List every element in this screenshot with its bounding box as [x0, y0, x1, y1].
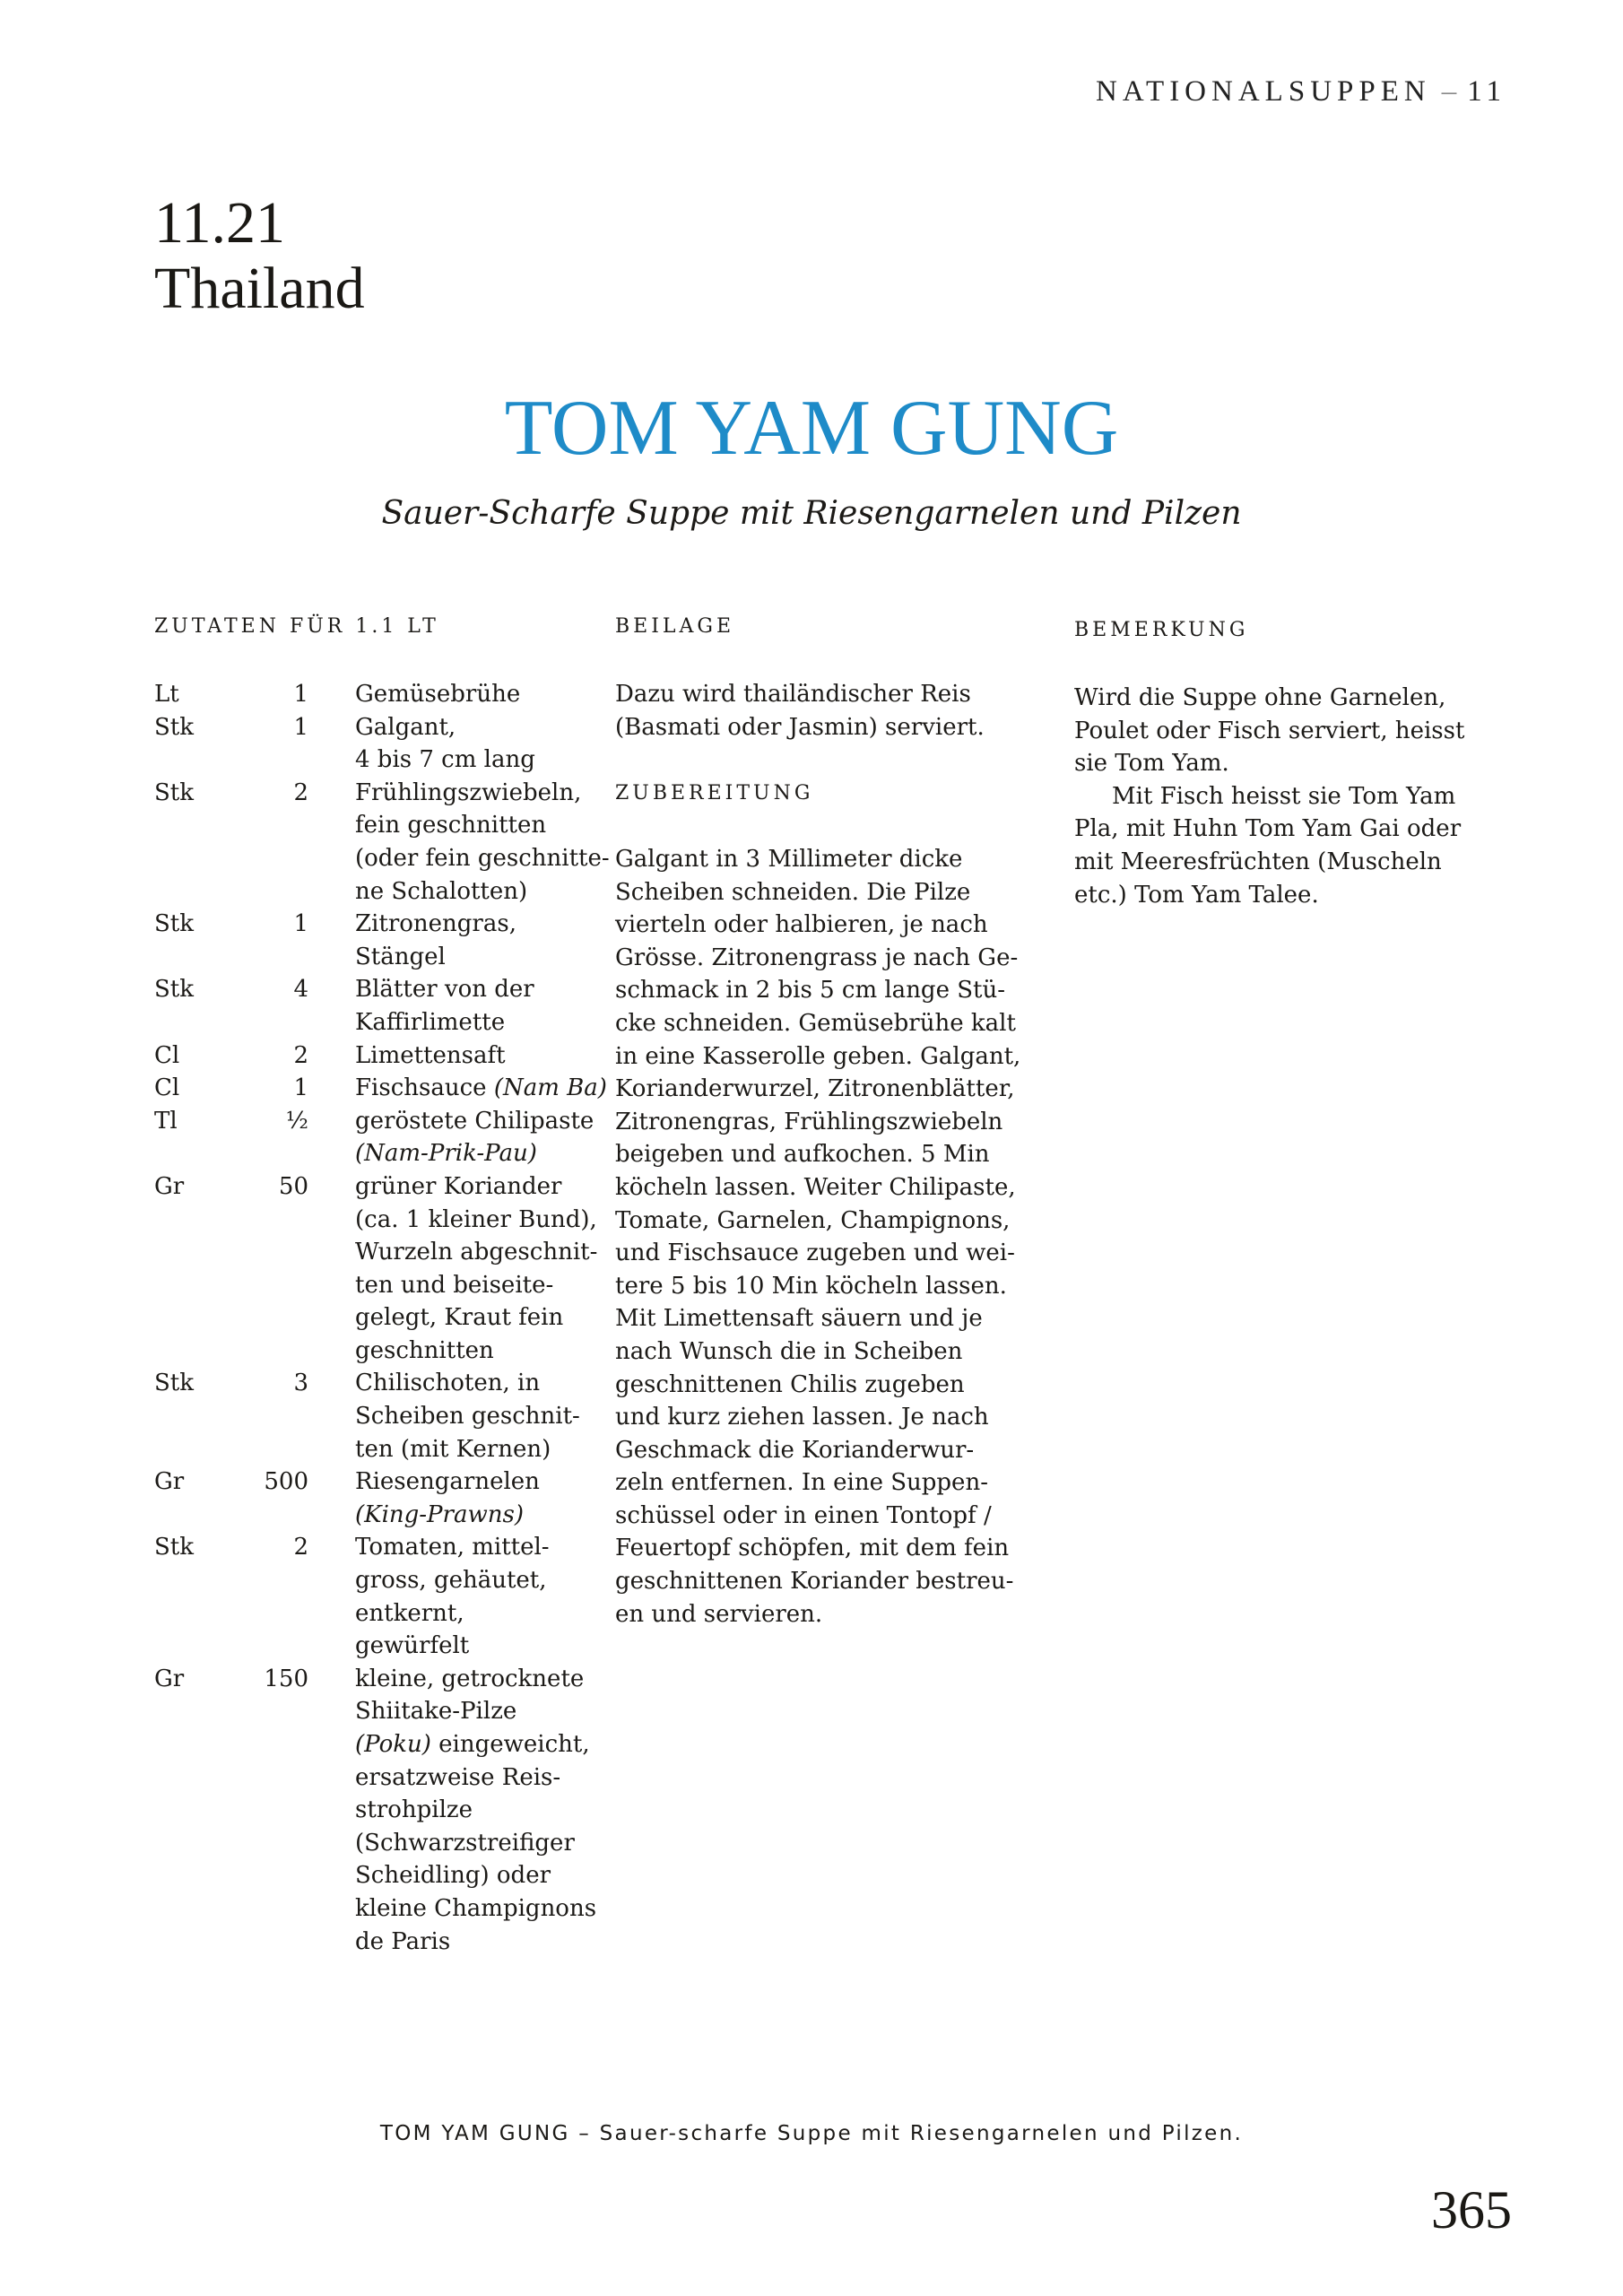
ingredient-line: strohpilze [355, 1796, 473, 1824]
bemerkung-line: Wird die Suppe ohne Garnelen, [1074, 684, 1446, 711]
ingredient-line: (Schwarzstreifiger [355, 1829, 575, 1857]
ingredient-unit: Stk [154, 1370, 195, 1397]
page-number: 365 [1431, 2180, 1512, 2239]
zubereitung-line: beigeben und aufkochen. 5 Min [615, 1141, 990, 1169]
ingredient-line: Gemüsebrühe [355, 681, 521, 708]
zubereitung-line: nach Wunsch die in Scheiben [615, 1337, 963, 1365]
ingredient-unit: Cl [154, 1041, 180, 1069]
ingredient-quantity: 3 [293, 1370, 308, 1397]
ingredient-description [355, 678, 597, 711]
ingredient-quantity: 2 [293, 1041, 308, 1069]
bemerkung-line: Poulet oder Fisch serviert, heisst [1074, 717, 1465, 744]
ingredient-line: gelegt, Kraut fein [355, 1304, 564, 1332]
zubereitung-line: Korianderwurzel, Zitronenblätter, [615, 1075, 1015, 1103]
ingredient-line: Scheidling) oder [355, 1862, 551, 1890]
bemerkung-line: Mit Fisch heisst sie Tom Yam [1112, 782, 1456, 810]
ingredient-row [154, 1072, 607, 1105]
zubereitung-line: cke schneiden. Gemüsebrühe kalt [615, 1009, 1016, 1037]
ingredient-line: ten und beiseite- [355, 1271, 554, 1299]
ingredient-unit: Stk [154, 1534, 195, 1561]
bemerkung-line: Pla, mit Huhn Tom Yam Gai oder [1074, 815, 1462, 843]
ingredient-row [154, 1367, 580, 1465]
ingredient-line: Shiitake-Pilze [355, 1698, 517, 1726]
beilage-heading: BEILAGE [615, 615, 735, 638]
beilage-line: Dazu wird thailändischer Reis [615, 681, 971, 708]
beilage-line: (Basmati oder Jasmin) serviert. [615, 713, 985, 741]
ingredient-quantity: 500 [264, 1468, 308, 1496]
bemerkung-text [1074, 682, 1496, 911]
ingredient-line: geschnitten [355, 1336, 494, 1364]
ingredient-row [154, 1170, 598, 1368]
ingredient-unit: Tl [154, 1107, 178, 1135]
bemerkung-line: etc.) Tom Yam Talee. [1074, 881, 1319, 909]
ingredient-quantity: 1 [293, 713, 308, 741]
ingredient-line: ersatzweise Reis- [355, 1763, 561, 1791]
ingredient-quantity: 2 [293, 1534, 308, 1561]
recipe-title: TOM YAM GUNG [504, 385, 1119, 472]
zubereitung-line: und Fischsauce zugeben und wei- [615, 1239, 1015, 1267]
zubereitung-line: geschnittenen Chilis zugeben [615, 1370, 965, 1398]
ingredient-line: gross, gehäutet, [355, 1567, 547, 1595]
beilage-text [615, 678, 1046, 744]
ingredient-line: grüner Koriander [355, 1172, 562, 1200]
running-head [1096, 75, 1506, 109]
ingredient-line: de Paris [355, 1927, 451, 1955]
ingredient-line: Fischsauce (Nam Ba) [355, 1074, 607, 1102]
ingredient-row [154, 1039, 576, 1073]
ingredient-line: Galgant, [355, 713, 456, 741]
ingredient-unit: Stk [154, 976, 195, 1004]
ingredient-description [355, 1663, 597, 1958]
running-head-separator: – [1441, 75, 1457, 108]
recipe-subtitle: Sauer-Scharfe Suppe mit Riesengarnelen und Pilzen [381, 495, 1242, 532]
zubereitung-heading: ZUBEREITUNG [615, 782, 814, 804]
zubereitung-line: en und servieren. [615, 1600, 823, 1628]
ingredient-line: Limettensaft [355, 1041, 506, 1069]
ingredient-line: ne Schalotten) [355, 877, 528, 905]
zubereitung-line: köcheln lassen. Weiter Chilipaste, [615, 1173, 1016, 1201]
ingredient-line: (King-Prawns) [355, 1500, 524, 1528]
ingredient-quantity: ½ [285, 1107, 308, 1135]
ingredient-unit: Gr [154, 1468, 185, 1496]
zubereitung-line: Feuertopf schöpfen, mit dem fein [615, 1535, 1010, 1562]
ingredient-line: Scheiben geschnit- [355, 1403, 580, 1431]
ingredient-row [154, 1465, 576, 1531]
zubereitung-line: Grösse. Zitronengrass je nach Ge- [615, 944, 1019, 971]
ingredient-line: Blätter von der [355, 976, 534, 1004]
ingredient-description [355, 711, 597, 777]
ingredient-line: ten (mit Kernen) [355, 1435, 551, 1463]
ingredient-line: kleine, getrocknete [355, 1665, 585, 1692]
ingredient-unit: Stk [154, 713, 195, 741]
ingredient-row [154, 777, 610, 908]
ingredient-unit: Lt [154, 681, 179, 708]
zubereitung-line: Zitronengras, Frühlingszwiebeln [615, 1108, 1003, 1135]
ingredient-description [355, 1170, 597, 1368]
ingredient-description [355, 1039, 597, 1073]
zubereitung-line: und kurz ziehen lassen. Je nach [615, 1404, 989, 1431]
ingredient-unit: Stk [154, 778, 195, 806]
ingredient-row [154, 1663, 597, 1958]
ingredient-description [355, 1465, 597, 1531]
ingredient-line: (Poku) eingeweicht, [355, 1731, 590, 1758]
photo-caption: TOM YAM GUNG – Sauer-scharfe Suppe mit Riesengarnelen und Pilzen. [379, 2122, 1244, 2145]
ingredient-row [154, 1105, 595, 1170]
zubereitung-line: Scheiben schneiden. Die Pilze [615, 878, 971, 906]
zubereitung-line: vierteln oder halbieren, je nach [615, 911, 988, 939]
ingredient-line: geröstete Chilipaste [355, 1107, 595, 1135]
ingredient-row [154, 711, 576, 777]
ingredient-row [154, 678, 576, 711]
ingredient-quantity: 150 [264, 1665, 308, 1692]
zubereitung-line: tere 5 bis 10 Min köcheln lassen. [615, 1272, 1007, 1300]
ingredient-line: Tomaten, mittel- [355, 1534, 550, 1561]
running-head-title: NATIONALSUPPEN [1096, 75, 1431, 108]
ingredient-line: Riesengarnelen [355, 1468, 540, 1496]
ingredient-line: Chilischoten, in [355, 1370, 541, 1397]
ingredient-line: 4 bis 7 cm lang [355, 746, 535, 774]
ingredient-quantity: 1 [293, 910, 308, 938]
ingredient-description [355, 908, 597, 973]
ingredient-line: gewürfelt [355, 1632, 470, 1660]
zubereitung-line: schüssel oder in einen Tontopf / [615, 1501, 992, 1529]
ingredient-quantity: 1 [293, 681, 308, 708]
zubereitung-line: Mit Limettensaft säuern und je [615, 1305, 983, 1333]
zubereitung-line: schmack in 2 bis 5 cm lange Stü- [615, 977, 1006, 1004]
ingredient-line: kleine Champignons [355, 1894, 597, 1922]
ingredient-unit: Stk [154, 910, 195, 938]
ingredient-description [355, 1367, 597, 1465]
zubereitung-line: geschnittenen Koriander bestreu- [615, 1568, 1014, 1596]
bemerkung-line: sie Tom Yam. [1074, 750, 1229, 778]
zubereitung-line: Geschmack die Korianderwur- [615, 1436, 975, 1464]
ingredient-unit: Gr [154, 1665, 185, 1692]
ingredient-quantity: 4 [293, 976, 308, 1004]
ingredient-row [154, 908, 576, 973]
ingredient-description [355, 1072, 607, 1105]
zubereitung-text [615, 843, 1046, 1631]
ingredient-line: Kaffirlimette [355, 1008, 506, 1036]
ingredient-line: (Nam-Prik-Pau) [355, 1140, 537, 1168]
ingredient-line: entkernt, [355, 1599, 464, 1627]
zubereitung-line: in eine Kasserolle geben. Galgant, [615, 1042, 1021, 1070]
ingredient-description [355, 777, 610, 908]
ingredient-quantity: 2 [293, 778, 308, 806]
ingredient-description [355, 1531, 597, 1662]
ingredient-italic-term: (Nam Ba) [493, 1074, 607, 1102]
ingredient-row [154, 973, 576, 1039]
bemerkung-line: mit Meeresfrüchten (Muscheln [1074, 848, 1442, 875]
section-number: 11.21 [154, 190, 286, 256]
ingredient-description [355, 973, 597, 1039]
bemerkung-heading: BEMERKUNG [1074, 619, 1249, 641]
ingredient-line: Zitronengras, [355, 910, 516, 938]
ingredient-italic-term: (Poku) [355, 1731, 431, 1758]
ingredient-quantity: 1 [293, 1074, 308, 1102]
zubereitung-line: Tomate, Garnelen, Champignons, [615, 1206, 1011, 1234]
running-head-chapter: 11 [1467, 75, 1506, 108]
section-title: Thailand [154, 256, 365, 321]
ingredient-line: (ca. 1 kleiner Bund), [355, 1205, 597, 1233]
zubereitung-line: zeln entfernen. In eine Suppen- [615, 1469, 988, 1497]
zubereitung-line: Galgant in 3 Millimeter dicke [615, 846, 963, 873]
ingredient-line: (oder fein geschnitte- [355, 844, 610, 872]
ingredient-unit: Gr [154, 1172, 185, 1200]
ingredient-line: Wurzeln abgeschnit- [355, 1239, 598, 1266]
ingredient-description [355, 1105, 597, 1170]
ingredient-line: Stängel [355, 943, 446, 970]
ingredients-heading: ZUTATEN FÜR 1.1 LT [154, 615, 439, 638]
ingredient-row [154, 1531, 576, 1662]
ingredient-line: Frühlingszwiebeln, [355, 778, 582, 806]
ingredient-unit: Cl [154, 1074, 180, 1102]
ingredient-quantity: 50 [278, 1172, 308, 1200]
ingredient-line: fein geschnitten [355, 812, 547, 839]
ingredients-list [154, 678, 610, 1958]
